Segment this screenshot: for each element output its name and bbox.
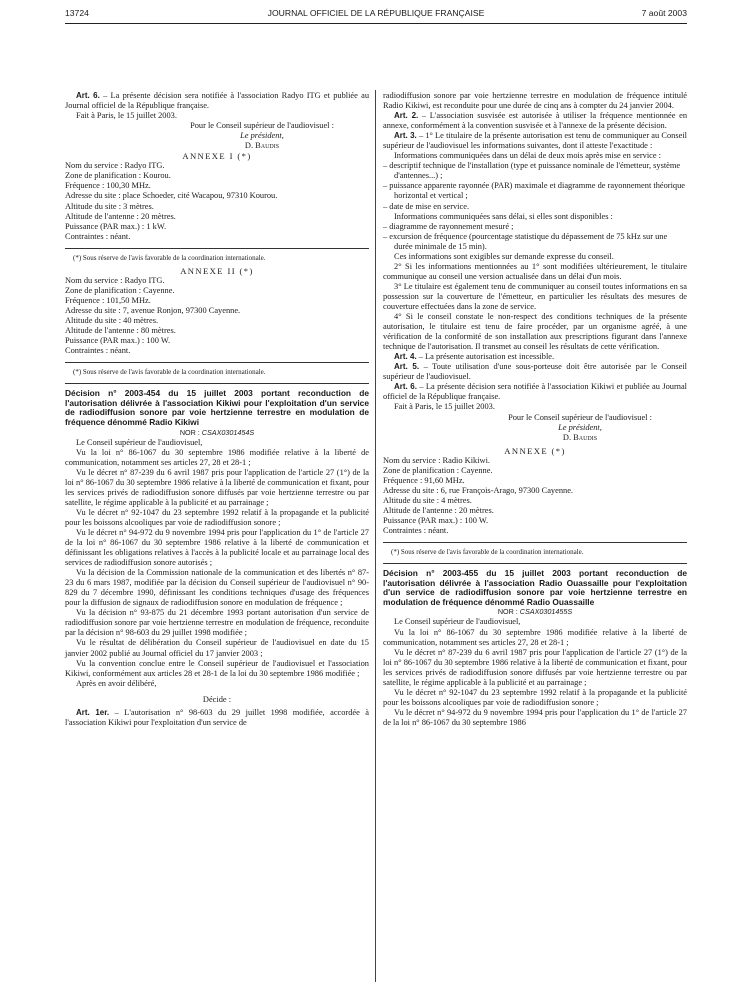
paragraph: 2° Si les informations mentionnées au 1° sont modifiées ultérieurement, le titulaire communique au conseil une version actualisée dans un délai d'un mois. [383, 261, 687, 281]
paragraph: Ces informations sont exigibles sur demande expresse du conseil. [394, 251, 614, 261]
annex1-line: Altitude de l'antenne : 20 mètres. [65, 211, 176, 221]
annex1-title: ANNEXE I (*) [182, 151, 252, 162]
annex-line: Adresse du site : 6, rue François-Arago, 97300 Cayenne. [383, 485, 574, 495]
annex-line: Nom du service : Radio Kikiwi. [383, 455, 490, 465]
signature-line-3: D. Baudis [562, 432, 598, 442]
signature-line-1: Pour le Conseil supérieur de l'audiovisuel : [190, 121, 334, 131]
annex-title: ANNEXE (*) [504, 445, 566, 456]
info2-paragraph: Informations communiquées sans délai, si elles sont disponibles : [394, 211, 613, 221]
paragraph: Vu le décret n° 92-1047 du 23 septembre 1992 relatif à la propagande et la publicité pour les boissons alcooliques par voie de radiodiffusion sonore ; [65, 507, 369, 527]
art1-paragraph [65, 708, 369, 728]
nor-label: NOR : [497, 607, 520, 617]
list-item: – puissance apparente rayonnée (PAR) maximale et diagramme de rayonnement théorique horizontal et vertical ; [383, 181, 686, 201]
decision2-title: Décision n° 2003-455 du 15 juillet 2003 portant reconduction de l'autorisation délivrée à l'association Radio Ouassaille pour l'exploitation d'un service de radiodiffusion sonore par voie hertzienne terrestre en modulation de fréquence dénommé Radio Ouassaille [383, 568, 687, 607]
paragraph: Vu la loi n° 86-1067 du 30 septembre 1986 modifiée relative à la liberté de communication, notamment ses articles 27, 28 et 28-1 ; [383, 627, 687, 647]
page-header [65, 8, 687, 22]
art5-paragraph [383, 362, 687, 382]
art3-label: Art. 3. [394, 131, 417, 141]
art4-label: Art. 4. [394, 352, 417, 362]
signature-line-1: Pour le Conseil supérieur de l'audiovisuel : [508, 412, 652, 422]
list-item: – date de mise en service. [383, 201, 470, 211]
signature-line-2: Le président, [558, 422, 602, 432]
annex-line: Altitude du site : 4 mètres. [383, 495, 472, 505]
art6-text: – La présente décision sera notifiée à l'association Kikiwi et publiée au Journal officiel de la République française. [383, 382, 687, 402]
annex2-line: Nom du service : Radyo ITG. [65, 275, 165, 285]
annex-line: Contraintes : néant. [383, 526, 449, 536]
art6-label: Art. 6. [394, 382, 417, 392]
fait-line: Fait à Paris, le 15 juillet 2003. [76, 111, 177, 121]
annex-line: Fréquence : 91,60 MHz. [383, 475, 465, 485]
annex2-line: Puissance (PAR max.) : 100 W. [65, 336, 171, 346]
annex1-line: Zone de planification : Kourou. [65, 171, 171, 181]
decision-title: Décision n° 2003-454 du 15 juillet 2003 portant reconduction de l'autorisation délivrée à l'association Kikiwi pour l'exploitation d'un service de radiodiffusion sonore par voie hertzienne terrestre en modulation de fréquence dénommé Radio Kikiwi [65, 388, 369, 427]
art3-paragraph [383, 131, 687, 151]
issue-date: 7 août 2003 [641, 8, 687, 18]
annex-list [383, 456, 687, 536]
annex1-line: Nom du service : Radyo ITG. [65, 161, 165, 171]
paragraph: Le Conseil supérieur de l'audiovisuel, [76, 437, 203, 447]
art2-label: Art. 2. [394, 111, 419, 121]
paragraph: Vu le résultat de délibération du Conseil supérieur de l'audiovisuel en date du 15 janvier 2002 publié au Journal officiel du 17 janvier 2003 ; [65, 638, 369, 658]
nor-code: CSAX0301454S [201, 427, 255, 437]
art4-paragraph [383, 352, 687, 362]
art6-text: – La présente décision sera notifiée à l'association Radyo ITG et publiée au Journal officiel de la République française. [65, 91, 370, 111]
list-item: – descriptif technique de l'installation (type et puissance nominale de l'émetteur, système d'antennes...) ; [383, 161, 681, 181]
art1-text: – L'autorisation n° 98-603 du 29 juillet 1998 modifiée, accordée à l'association Kikiwi pour l'exploitation d'un service de [65, 707, 370, 727]
journal-title: JOURNAL OFFICIEL DE LA RÉPUBLIQUE FRANÇAISE [267, 8, 485, 18]
paragraph: Vu le décret n° 94-972 du 9 novembre 1994 pris pour l'application du 1° de l'article 27 de la loi n° 86-1067 du 30 septembre 1986 relative à la liberté de communication et définissant les obligations relatives à l'accès à la publicité locale et au parrainage local des services de radiodiffusion sonore autorisés ; [65, 527, 369, 568]
paragraph: Vu la décision de la Commission nationale de la communication et des libertés n° 87-23 du 6 mars 1987, modifiée par la décision du Conseil supérieur de l'audiovisuel n° 90-829 du 7 décembre 1990, définissant les conditions techniques d'usage des fréquences pour la diffusion de signaux de radiodiffusion sonore en modulation de fréquence ; [65, 568, 369, 608]
annex1-line: Contraintes : néant. [65, 231, 131, 241]
list-item: – diagramme de rayonnement mesuré ; [383, 221, 514, 231]
paragraph: 4° Si le conseil constate le non-respect des conditions techniques de la présente autorisation, le titulaire est tenu de faire procéder, par un organisme agréé, à une vérification de la conformité de son installation aux prescriptions figurant dans l'annexe technique de l'autorisation. Il transmet au conseil les résultats de cette vérification. [383, 312, 687, 352]
paragraph: Le Conseil supérieur de l'audiovisuel, [394, 617, 521, 627]
signature-line-2: Le président, [240, 131, 284, 141]
annex2-line: Adresse du site : 7, avenue Ronjon, 97300 Cayenne. [65, 305, 241, 315]
annex2-line: Fréquence : 101,50 MHz. [65, 295, 151, 305]
annex2-line: Altitude de l'antenne : 80 mètres. [65, 325, 176, 335]
list-item: – excursion de fréquence (pourcentage statistique du dépassement de 75 kHz sur une durée minimale de 15 min). [383, 231, 668, 251]
decide-heading: Décide : [202, 694, 232, 704]
section-rule [383, 563, 687, 564]
nor-code: CSAX0301455S [519, 607, 573, 617]
art6-label: Art. 6. [76, 91, 100, 100]
annex1-line: Fréquence : 100,30 MHz. [65, 181, 151, 191]
header-rule [65, 23, 687, 24]
nor-line [383, 607, 687, 617]
art2-text: – L'association susvisée est autorisée à utiliser la fréquence mentionnée en annexe, conformément à la convention susvisée et à l'annexe de la présente décision. [383, 111, 688, 131]
fait-line: Fait à Paris, le 15 juillet 2003. [394, 402, 495, 412]
nor-label: NOR : [179, 427, 202, 437]
annex-footnote: (*) Sous réserve de l'avis favorable de la coordination internationale. [391, 548, 584, 557]
section-rule [65, 383, 369, 384]
art3-text: – 1° Le titulaire de la présente autorisation est tenu de communiquer au Conseil supérieur de l'audiovisuel les informations suivantes, dont il atteste l'exactitude : [383, 131, 687, 151]
annex-line: Zone de planification : Cayenne. [383, 465, 493, 475]
annex2-footnote: (*) Sous réserve de l'avis favorable de la coordination internationale. [73, 368, 266, 377]
paragraph: 3° Le titulaire est également tenu de communiquer au conseil toutes informations en sa possession sur la couverture de l'émetteur, en particulier les résultats des mesures de couverture effectuées dans la zone de service. [383, 281, 687, 311]
page-number: 13724 [65, 8, 89, 18]
annex2-rule [65, 362, 369, 363]
paragraph: Vu le décret n° 87-239 du 6 avril 1987 pris pour l'application de l'article 27 (1°) de la loi n° 86-1067 du 30 septembre 1986 relative à la liberté de communication et fixant, pour les services privés de radiodiffusion sonore diffusés par voie hertzienne terrestre ou par satellite, le régime applicable à la publicité et au parrainage ; [65, 467, 369, 507]
annex-rule [383, 542, 687, 543]
annex1-line: Altitude du site : 3 mètres. [65, 201, 154, 211]
right-column [383, 91, 687, 728]
signature-line-3: D. Baudis [244, 141, 280, 151]
art2-paragraph [383, 111, 687, 131]
signature-block [65, 121, 369, 151]
left-column [65, 91, 369, 728]
art4-text: – La présente autorisation est incessible. [416, 352, 555, 362]
annex-line: Puissance (PAR max.) : 100 W. [383, 515, 489, 525]
info1-paragraph: Informations communiquées dans un délai de deux mois après mise en service : [394, 151, 661, 161]
annex2-line: Zone de planification : Cayenne. [65, 285, 175, 295]
paragraph: Vu le décret n° 87-239 du 6 avril 1987 pris pour l'application de l'article 27 (1°) de la loi n° 86-1067 du 30 septembre 1986 relative à la liberté de communication et fixant, pour les services privés de radiodiffusion sonore diffusés par voie hertzienne terrestre ou par satellite, le régime applicable à la publicité et au parrainage ; [383, 647, 687, 687]
continuation-paragraph: radiodiffusion sonore par voie hertzienne terrestre en modulation de fréquence intitulé Radio Kikiwi, est reconduite pour une durée de cinq ans à compter du 24 janvier 2004. [383, 91, 687, 111]
annex2-list [65, 276, 369, 356]
annex1-list [65, 161, 369, 241]
paragraph: Vu la décision n° 93-875 du 21 décembre 1993 portant autorisation d'un service de radiodiffusion sonore par voie hertzienne terrestre en modulation de fréquence, reconduite par la décision n° 98-603 du 29 juillet 1998 modifiée ; [65, 608, 369, 638]
annex-line: Altitude de l'antenne : 20 mètres. [383, 505, 494, 515]
paragraph: Vu le décret n° 92-1047 du 23 septembre 1992 relatif à la propagande et la publicité pour les boissons alcooliques par voie de radiodiffusion sonore ; [383, 687, 687, 707]
art6-paragraph [383, 382, 687, 402]
annex2-title: ANNEXE II (*) [180, 265, 254, 276]
annex1-footnote: (*) Sous réserve de l'avis favorable de la coordination internationale. [73, 253, 266, 262]
annex1-line: Adresse du site : place Schoeder, cité Wacapou, 97310 Kourou. [65, 191, 278, 201]
annex1-line: Puissance (PAR max.) : 1 kW. [65, 221, 167, 231]
paragraph: Vu la loi n° 86-1067 du 30 septembre 1986 modifiée relative à la liberté de communication, notamment ses articles 27, 28 et 28-1 ; [65, 447, 369, 467]
annex2-line: Altitude du site : 40 mètres. [65, 315, 159, 325]
paragraph: Vu le décret n° 94-972 du 9 novembre 1994 pris pour l'application du 1° de l'article 27 de la loi n° 86-1067 du 30 septembre 1986 [383, 707, 687, 727]
nor-line [65, 428, 369, 438]
art1-label: Art. 1er. [76, 707, 110, 717]
art6-paragraph [65, 91, 369, 111]
annex2-line: Contraintes : néant. [65, 346, 131, 356]
art5-text: – Toute utilisation d'une sous-porteuse doit être autorisée par le Conseil supérieur de l'audiovisuel. [383, 362, 687, 382]
art5-label: Art. 5. [394, 362, 420, 372]
annex1-rule [65, 248, 369, 249]
signature-block [383, 413, 687, 443]
paragraph: Vu la convention conclue entre le Conseil supérieur de l'audiovisuel et l'association Kikiwi, conformément aux articles 28 et 28-1 de la loi du 30 septembre 1986 modifiée ; [65, 658, 369, 678]
column-divider [375, 90, 376, 982]
paragraph: Après en avoir délibéré, [76, 678, 157, 688]
